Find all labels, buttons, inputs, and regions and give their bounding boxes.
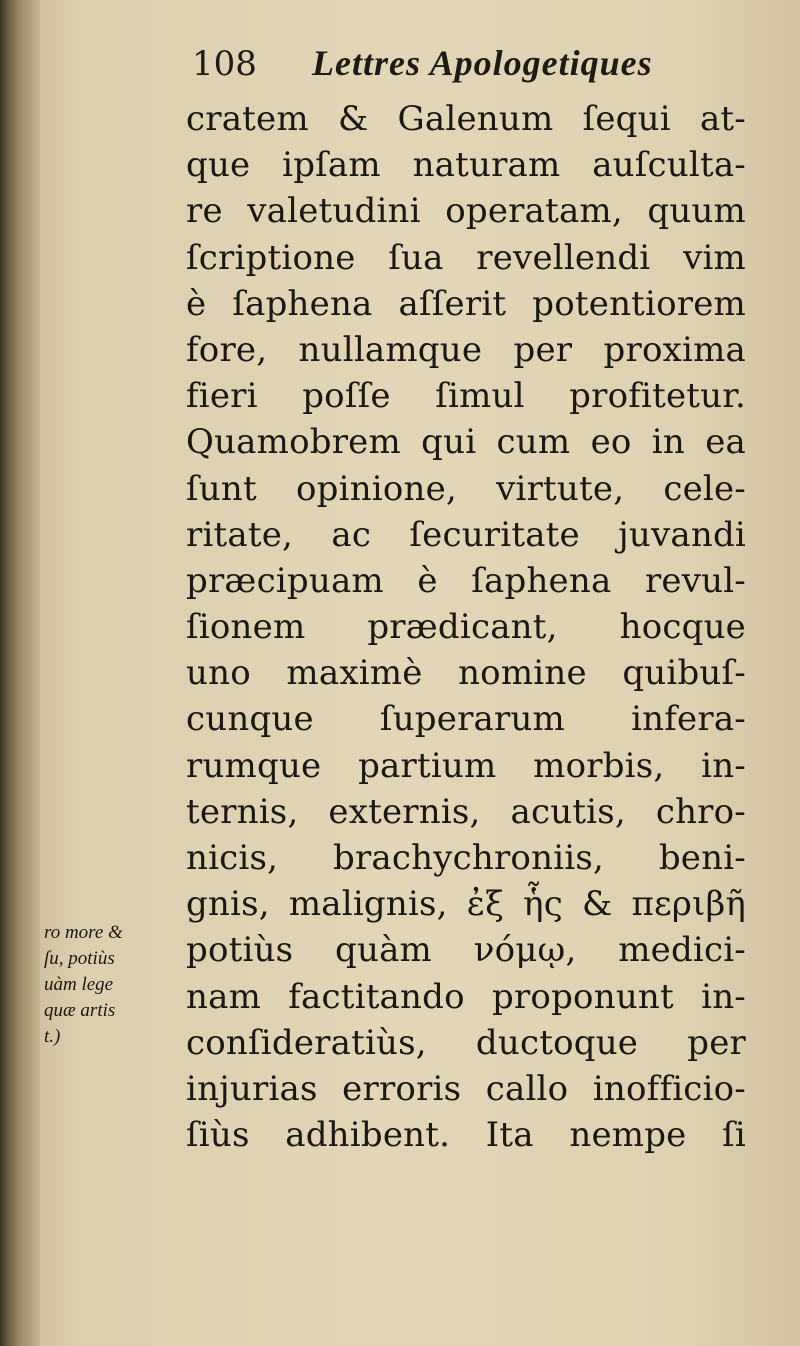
page-header: [192, 40, 752, 100]
marginal-note-line: quæ artis: [44, 1000, 116, 1021]
marginal-note-line: ſu, potiùs: [44, 948, 115, 969]
text-line: è ſaphena aſſerit potentiorem: [186, 283, 746, 324]
text-line: cunque ſuperarum inferа-: [186, 699, 746, 740]
text-line: uno maximè nomine quibuſ-: [186, 653, 746, 694]
text-line: ſunt opinione, virtute, cele-: [186, 468, 746, 509]
text-line: conſideratiùs, ductoque per: [186, 1022, 746, 1063]
page-number: 108: [192, 44, 257, 84]
text-line: re valetudini operatam, quum: [186, 191, 746, 232]
text-line: Quamobrem qui cum eo in ea: [186, 422, 746, 463]
text-line: ſionem prædicant, hocque: [186, 607, 746, 648]
text-line: que ipſam naturam auſculta-: [186, 145, 746, 186]
text-line: fieri poſſe ſimul profitetur.: [186, 376, 746, 417]
marginal-note-line: t.): [44, 1026, 61, 1047]
text-line: nam factitando proponunt in-: [186, 976, 746, 1017]
text-line: gnis, malignis, ἐξ ἧς & περιβῆ: [186, 884, 746, 925]
text-line: ternis, externis, acutis, chro-: [186, 791, 746, 832]
marginal-note: [44, 920, 164, 1050]
text-line: ritate, ac ſecuritate juvandi: [186, 514, 746, 555]
text-line: nicis, brachychroniis, beni-: [186, 838, 746, 878]
text-line: rumque partium morbis, in-: [186, 745, 746, 786]
text-line: cratem & Galenum ſequi at-: [186, 99, 746, 139]
body-text: [186, 96, 746, 1158]
text-line: præcipuam è ſaphena revul-: [186, 560, 746, 601]
text-line: ſcriptione ſua revellendi vim: [186, 237, 746, 278]
text-line: potiùs quàm νόμῳ, medici-: [186, 930, 746, 971]
running-title: Lettres Apologetiques: [312, 43, 653, 83]
text-line: injurias erroris callo inofficio-: [186, 1068, 746, 1109]
marginal-note-line: ro more &: [44, 922, 123, 943]
binding-gutter: [0, 0, 40, 1346]
text-line: ſiùs adhibent. Ita nempe ſi: [186, 1115, 746, 1156]
text-line: fore, nullamque per proxima: [186, 329, 746, 370]
marginal-note-line: uàm lege: [44, 974, 114, 995]
